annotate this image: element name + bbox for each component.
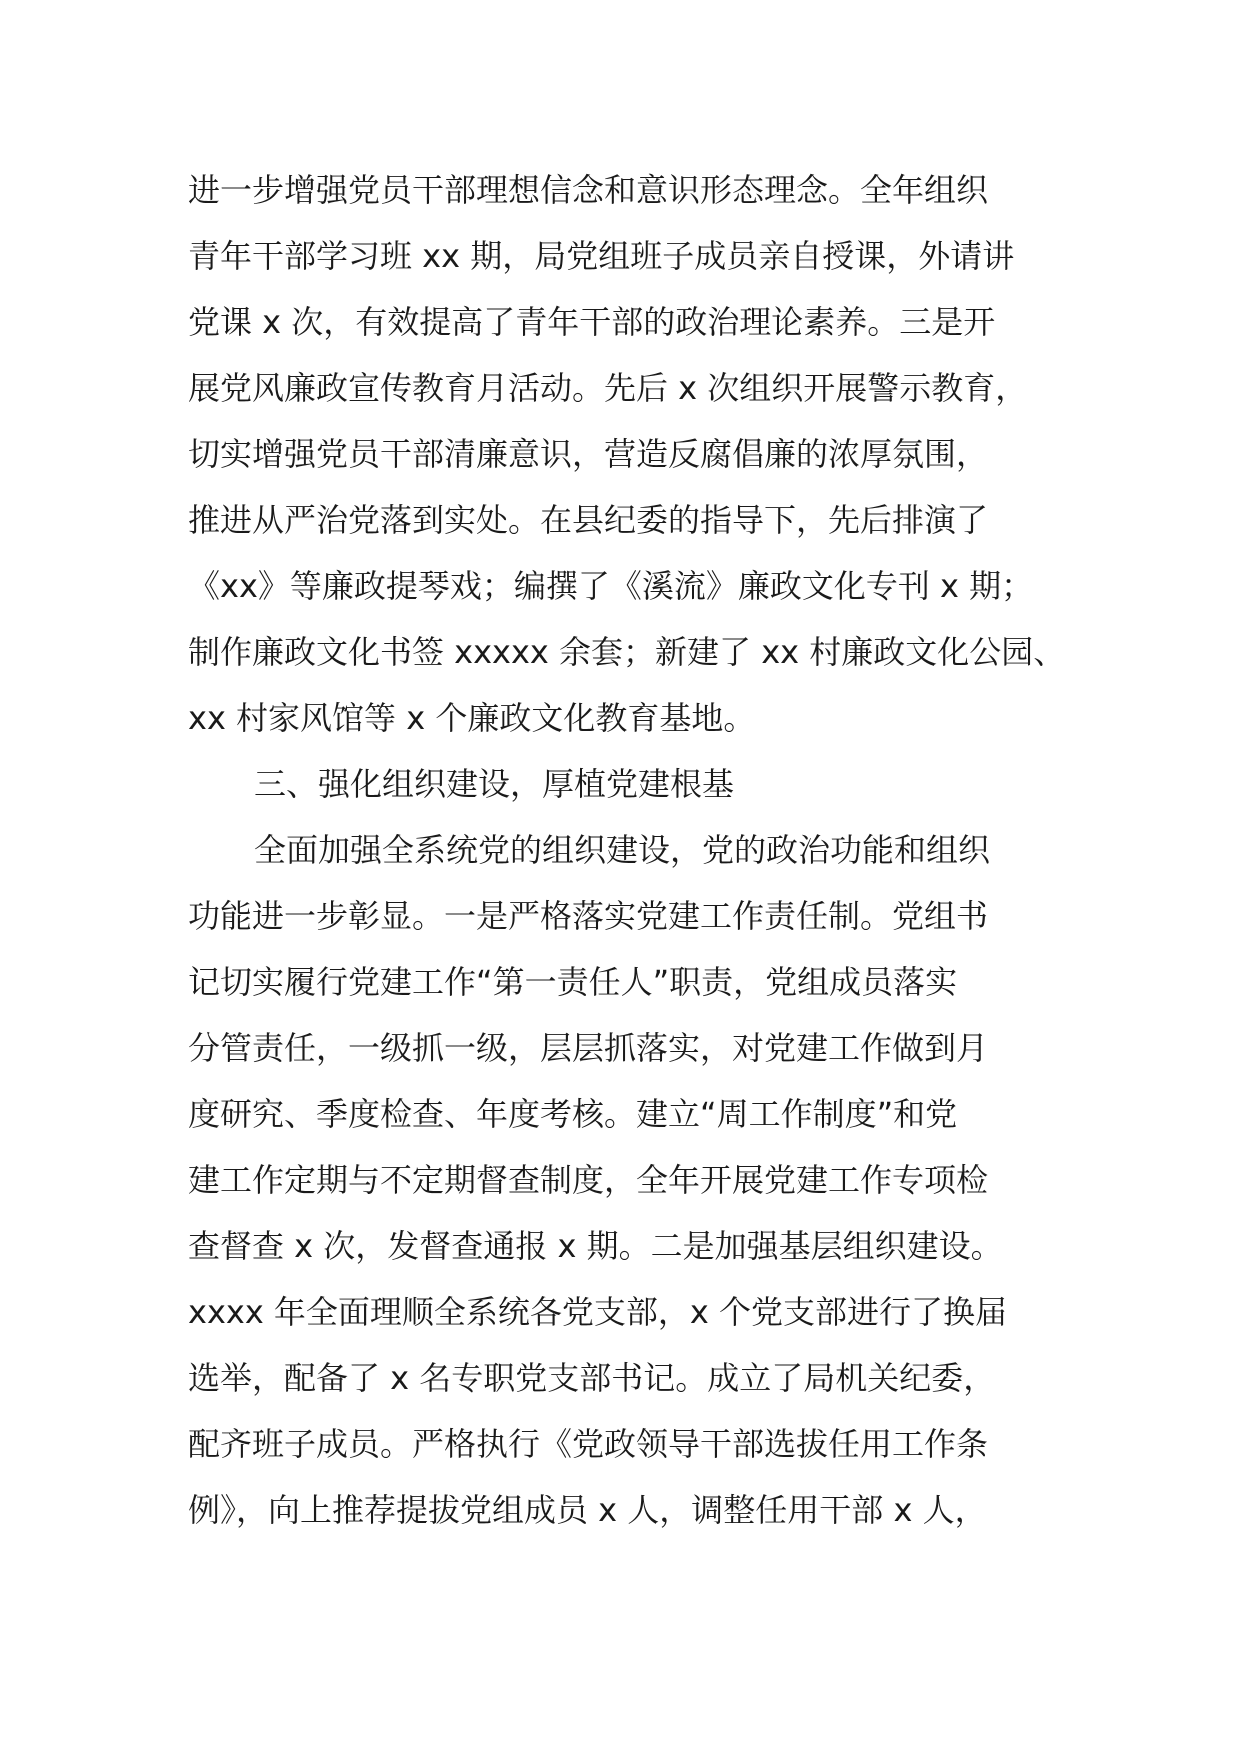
document-body — [188, 157, 1088, 1543]
text-line: 例》，向上推荐提拔党组成员 x 人，调整任用干部 x 人， — [188, 1491, 987, 1529]
text-line: 建工作定期与不定期督查制度，全年开展党建工作专项检 — [188, 1161, 989, 1199]
text-line: 制作廉政文化书签 xxxxx 余套；新建了 xx 村廉政文化公园、 — [188, 633, 1066, 671]
text-line: 配齐班子成员。严格执行《党政领导干部选拔任用工作条 — [188, 1425, 989, 1463]
text-line: 选举，配备了 x 名专职党支部书记。成立了局机关纪委， — [188, 1359, 996, 1397]
text-line: 党课 x 次，有效提高了青年干部的政治理论素养。三是开 — [188, 303, 996, 341]
text-line: 展党风廉政宣传教育月活动。先后 x 次组织开展警示教育， — [188, 369, 1028, 407]
text-line: 全面加强全系统党的组织建设，党的政治功能和组织 — [254, 831, 991, 869]
text-line: 《xx》等廉政提琴戏；编撰了《溪流》廉政文化专刊 x 期； — [188, 567, 1034, 605]
text-line: 分管责任，一级抓一级，层层抓落实，对党建工作做到月 — [188, 1029, 989, 1067]
text-line: 切实增强党员干部清廉意识，营造反腐倡廉的浓厚氛围， — [188, 435, 989, 473]
paragraph-organization — [188, 817, 1088, 1543]
text-line: 功能进一步彰显。一是严格落实党建工作责任制。党组书 — [188, 897, 989, 935]
text-line: 查督查 x 次，发督查通报 x 期。二是加强基层组织建设。 — [188, 1227, 1003, 1265]
text-line: 进一步增强党员干部理想信念和意识形态理念。全年组织 — [188, 171, 989, 209]
text-line: xxxx 年全面理顺全系统各党支部，x 个党支部进行了换届 — [188, 1293, 1008, 1331]
text-line: 度研究、季度检查、年度考核。建立“周工作制度”和党 — [188, 1095, 958, 1133]
paragraph-continued — [188, 157, 1088, 751]
text-line: 推进从严治党落到实处。在县纪委的指导下，先后排演了 — [188, 501, 989, 539]
text-line: 记切实履行党建工作“第一责任人”职责，党组成员落实 — [188, 963, 958, 1001]
section-heading: 三、强化组织建设，厚植党建根基 — [254, 765, 735, 803]
text-line: xx 村家风馆等 x 个廉政文化教育基地。 — [188, 699, 756, 737]
text-line: 青年干部学习班 xx 期，局党组班子成员亲自授课，外请讲 — [188, 237, 1015, 275]
